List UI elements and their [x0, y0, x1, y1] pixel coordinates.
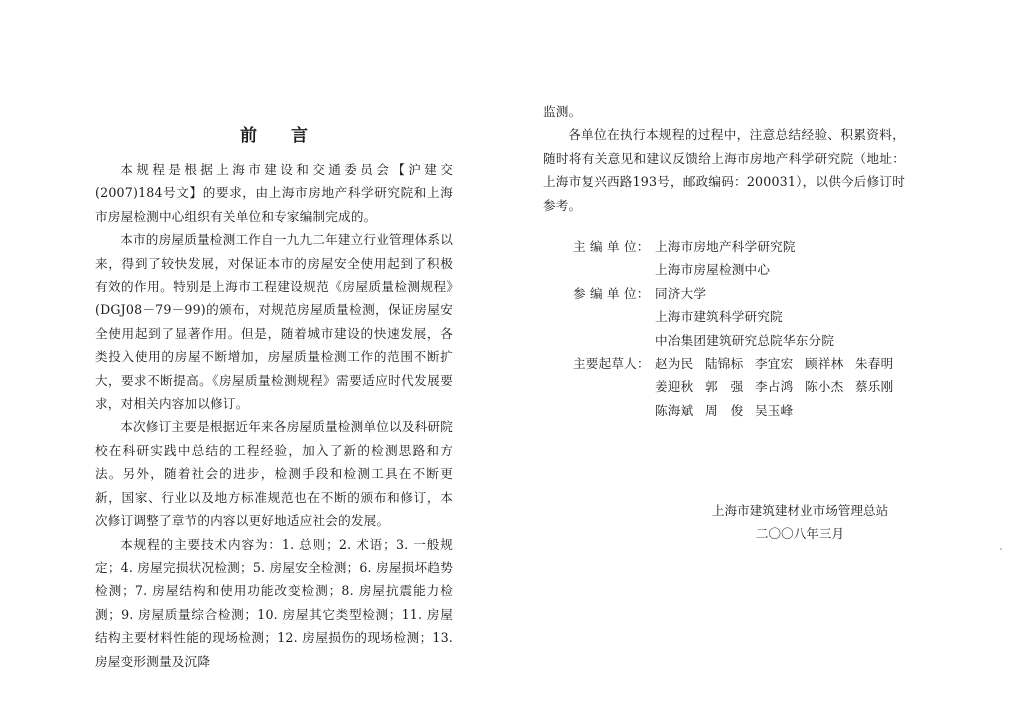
chief-units-label: 主 编 单 位： [573, 239, 650, 255]
drafter-name: 周 俊 [705, 402, 744, 418]
preface-paragraph: 本次修订主要是根据近年来各房屋质量检测单位以及科研院校在科研实践中总结的工程经验，加入了新的检测思路和方法。另外，随着社会的进步，检测手段和检测工具在不断更新，国家、行业以及地方标准规范也在不断的颁布和修订，本次修订调整了章节的内容以更好地适应社会的发展。 [95, 419, 453, 529]
scan-speck [1000, 548, 1002, 550]
drafter-name: 陈小杰 [805, 379, 844, 395]
chief-unit: 上海市房地产科学研究院 [655, 239, 796, 255]
drafter-name: 吴玉峰 [755, 402, 794, 418]
participating-units-label: 参 编 单 位： [573, 285, 650, 301]
signoff-organization: 上海市建筑建材业市场管理总站 [711, 503, 889, 518]
participating-unit: 上海市建筑科学研究院 [655, 309, 783, 325]
credits-block [543, 235, 905, 422]
left-column [95, 124, 453, 673]
drafter-name: 姜迎秋 [655, 379, 694, 395]
preface-paragraph: 本市的房屋质量检测工作自一九九二年建立行业管理体系以来，得到了较快发展，对保证本市的房屋安全使用起到了积极有效的作用。特别是上海市工程建设规范《房屋质量检测规程》(DGJ08－79－99)的颁布，对规范房屋质量检测，保证房屋安全使用起到了显著作用。但是，随着城市建设的快速发展，各类投入使用的房屋不断增加，房屋质量检测工作的范围不断扩大，要求不断提高。《房屋质量检测规程》需要适应时代发展要求，对相关内容加以修订。 [95, 232, 453, 412]
participating-units-group [543, 282, 905, 352]
drafter-name: 朱春明 [855, 356, 894, 372]
drafter-name: 陆锦标 [705, 356, 744, 372]
drafter-name: 李占鸿 [755, 379, 794, 395]
drafter-name: 李宜宏 [755, 356, 794, 372]
participating-unit: 中冶集团建筑研究总院华东分院 [655, 332, 835, 348]
preface-title: 前 言 [240, 126, 322, 146]
signoff-date: 二〇〇八年三月 [755, 526, 845, 541]
participating-units-list [655, 282, 905, 352]
drafter-name: 顾祥林 [805, 356, 844, 372]
drafters-group [543, 352, 905, 422]
preface-paragraph: 本规程的主要技术内容为：1. 总则；2. 术语；3. 一般规定；4. 房屋完损状况检测；5. 房屋安全检测；6. 房屋损坏趋势检测；7. 房屋结构和使用功能改变检测；8. 房屋抗震能力检测；9. 房屋质量综合检测；10. 房屋其它类型检测；11. 房屋结构主要材料性能的现场检测；12. 房屋损伤的现场检测；13. 房屋变形测量及沉降 [95, 536, 453, 669]
chief-unit: 上海市房屋检测中心 [655, 262, 771, 278]
spacer [543, 217, 905, 235]
drafters-list [655, 352, 905, 422]
drafter-name: 陈海斌 [655, 402, 694, 418]
signoff-block [690, 499, 910, 545]
chief-units-list [655, 235, 905, 282]
preface-paragraph: 本规程是根据上海市建设和交通委员会【沪建交(2007)184号文】的要求，由上海市房地产科学研究院和上海市房屋检测中心组织有关单位和专家编制完成的。 [95, 162, 453, 224]
participating-unit: 同济大学 [655, 285, 707, 301]
preface-continuation: 监测。 [543, 104, 582, 119]
drafter-name: 赵为民 [655, 356, 694, 372]
drafters-label: 主要起草人： [573, 356, 650, 372]
drafter-name: 郭 强 [705, 379, 744, 395]
drafter-name: 蔡乐刚 [855, 379, 894, 395]
right-column [543, 100, 905, 422]
chief-units-group [543, 235, 905, 282]
feedback-paragraph: 各单位在执行本规程的过程中，注意总结经验、积累资料，随时将有关意见和建议反馈给上海市房地产科学研究院（地址：上海市复兴西路193号，邮政编码：200031），以供今后修订时参考。 [543, 127, 905, 213]
